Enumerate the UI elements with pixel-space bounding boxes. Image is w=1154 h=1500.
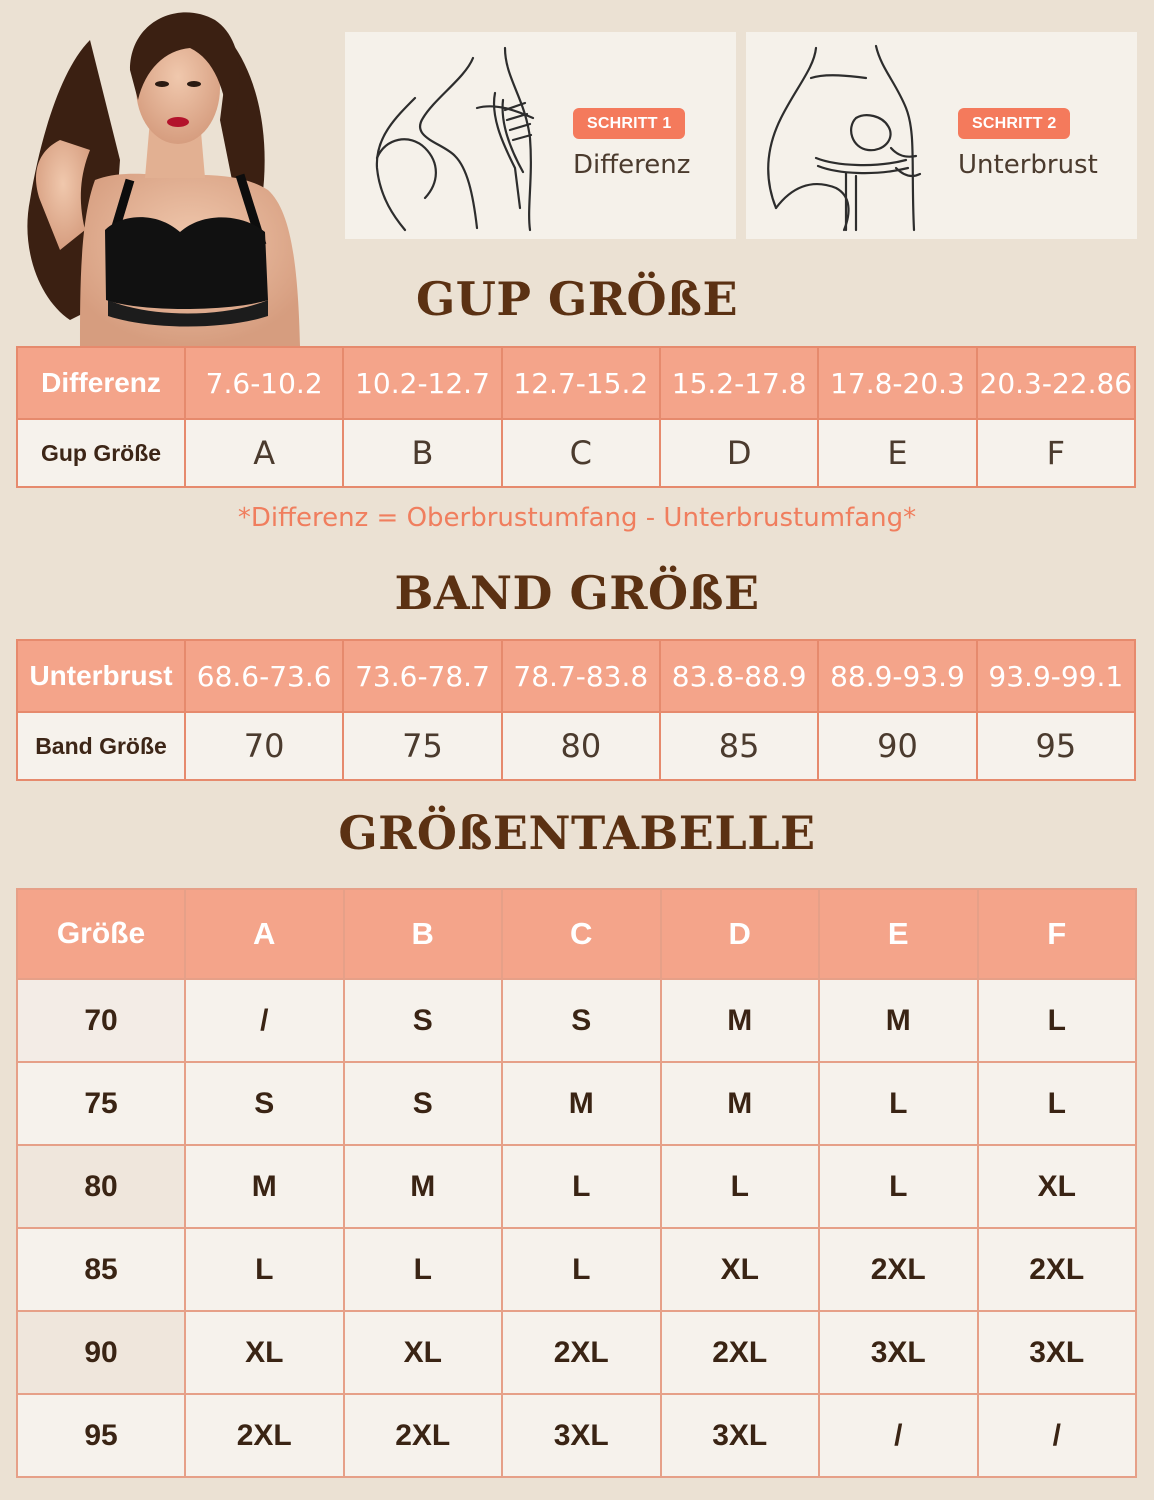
size-cell: 2XL bbox=[502, 1311, 661, 1394]
cup-range-cell: 10.2-12.7 bbox=[343, 347, 501, 419]
step-2-card bbox=[746, 32, 1137, 239]
size-cell: M bbox=[661, 1062, 820, 1145]
size-cell: 3XL bbox=[819, 1311, 978, 1394]
table-row bbox=[17, 1394, 1136, 1477]
cup-size-table bbox=[16, 346, 1136, 488]
table-row bbox=[17, 1311, 1136, 1394]
size-cell: L bbox=[819, 1062, 978, 1145]
band-size-cell: 80 bbox=[502, 712, 660, 780]
cup-column-header: E bbox=[819, 889, 978, 979]
cup-size-cell: D bbox=[660, 419, 818, 487]
size-cell: L bbox=[819, 1145, 978, 1228]
table-row bbox=[17, 979, 1136, 1062]
size-cell: S bbox=[502, 979, 661, 1062]
band-row-header: 70 bbox=[17, 979, 185, 1062]
band-range-cell: 78.7-83.8 bbox=[502, 640, 660, 712]
size-cell: 2XL bbox=[344, 1394, 503, 1477]
band-range-cell: 88.9-93.9 bbox=[818, 640, 976, 712]
cup-size-cell: A bbox=[185, 419, 343, 487]
band-row-header: 80 bbox=[17, 1145, 185, 1228]
size-cell: S bbox=[344, 1062, 503, 1145]
step-1-badge: SCHRITT 1 bbox=[573, 108, 685, 139]
difference-note: *Differenz = Oberbrustumfang - Unterbrustumfang* bbox=[237, 503, 917, 533]
size-cell: L bbox=[978, 979, 1137, 1062]
band-size-title: BAND GRÖßE bbox=[394, 566, 760, 620]
cup-size-cell: F bbox=[977, 419, 1135, 487]
cup-range-row bbox=[17, 347, 1135, 419]
size-cell: M bbox=[819, 979, 978, 1062]
cup-size-cell: B bbox=[343, 419, 501, 487]
band-size-cell: 75 bbox=[343, 712, 501, 780]
size-cell: XL bbox=[344, 1311, 503, 1394]
cup-size-label: Gup Größe bbox=[17, 419, 185, 487]
size-cell: 2XL bbox=[185, 1394, 344, 1477]
bust-measure-sketch-icon bbox=[355, 38, 555, 233]
cup-column-header: B bbox=[344, 889, 503, 979]
size-cell: L bbox=[185, 1228, 344, 1311]
size-cell: XL bbox=[661, 1228, 820, 1311]
cup-range-cell: 12.7-15.2 bbox=[502, 347, 660, 419]
band-range-row bbox=[17, 640, 1135, 712]
size-cell: / bbox=[819, 1394, 978, 1477]
band-range-cell: 83.8-88.9 bbox=[660, 640, 818, 712]
size-chart-corner: Größe bbox=[17, 889, 185, 979]
cup-column-header: F bbox=[978, 889, 1137, 979]
size-cell: 3XL bbox=[978, 1311, 1137, 1394]
size-cell: / bbox=[978, 1394, 1137, 1477]
size-cell: L bbox=[661, 1145, 820, 1228]
size-cell: / bbox=[185, 979, 344, 1062]
size-chart-title: GRÖßENTABELLE bbox=[338, 806, 816, 860]
size-cell: 2XL bbox=[978, 1228, 1137, 1311]
table-row bbox=[17, 1145, 1136, 1228]
cup-range-cell: 17.8-20.3 bbox=[818, 347, 976, 419]
band-size-row bbox=[17, 712, 1135, 780]
step-1-card bbox=[345, 32, 736, 239]
band-row-header: 90 bbox=[17, 1311, 185, 1394]
size-cell: 3XL bbox=[502, 1394, 661, 1477]
size-cell: 3XL bbox=[661, 1394, 820, 1477]
table-row bbox=[17, 1062, 1136, 1145]
size-chart-header-row bbox=[17, 889, 1136, 979]
cup-size-cell: C bbox=[502, 419, 660, 487]
cup-range-cell: 15.2-17.8 bbox=[660, 347, 818, 419]
step-1-label: Differenz bbox=[573, 150, 691, 180]
table-row bbox=[17, 1228, 1136, 1311]
band-row-header: 95 bbox=[17, 1394, 185, 1477]
size-cell: XL bbox=[185, 1311, 344, 1394]
band-size-cell: 90 bbox=[818, 712, 976, 780]
cup-range-label: Differenz bbox=[17, 347, 185, 419]
size-cell: M bbox=[344, 1145, 503, 1228]
band-range-label: Unterbrust bbox=[17, 640, 185, 712]
cup-column-header: D bbox=[661, 889, 820, 979]
band-range-cell: 73.6-78.7 bbox=[343, 640, 501, 712]
step-2-badge: SCHRITT 2 bbox=[958, 108, 1070, 139]
size-cell: M bbox=[502, 1062, 661, 1145]
cup-column-header: C bbox=[502, 889, 661, 979]
size-cell: S bbox=[344, 979, 503, 1062]
size-cell: S bbox=[185, 1062, 344, 1145]
band-row-header: 75 bbox=[17, 1062, 185, 1145]
size-cell: L bbox=[344, 1228, 503, 1311]
size-chart-table bbox=[16, 888, 1137, 1478]
size-cell: L bbox=[502, 1145, 661, 1228]
underbust-measure-sketch-icon bbox=[756, 38, 946, 233]
band-range-cell: 68.6-73.6 bbox=[185, 640, 343, 712]
size-cell: 2XL bbox=[661, 1311, 820, 1394]
band-row-header: 85 bbox=[17, 1228, 185, 1311]
band-size-cell: 85 bbox=[660, 712, 818, 780]
step-2-label: Unterbrust bbox=[958, 150, 1098, 180]
size-cell: L bbox=[978, 1062, 1137, 1145]
band-range-cell: 93.9-99.1 bbox=[977, 640, 1135, 712]
band-size-label: Band Größe bbox=[17, 712, 185, 780]
cup-size-row bbox=[17, 419, 1135, 487]
size-cell: M bbox=[185, 1145, 344, 1228]
band-size-cell: 95 bbox=[977, 712, 1135, 780]
size-cell: M bbox=[661, 979, 820, 1062]
size-cell: 2XL bbox=[819, 1228, 978, 1311]
cup-size-cell: E bbox=[818, 419, 976, 487]
cup-column-header: A bbox=[185, 889, 344, 979]
band-size-cell: 70 bbox=[185, 712, 343, 780]
cup-range-cell: 20.3-22.86 bbox=[977, 347, 1135, 419]
size-cell: XL bbox=[978, 1145, 1137, 1228]
band-size-table bbox=[16, 639, 1136, 781]
cup-range-cell: 7.6-10.2 bbox=[185, 347, 343, 419]
cup-size-title: GUP GRÖßE bbox=[415, 272, 739, 326]
size-cell: L bbox=[502, 1228, 661, 1311]
